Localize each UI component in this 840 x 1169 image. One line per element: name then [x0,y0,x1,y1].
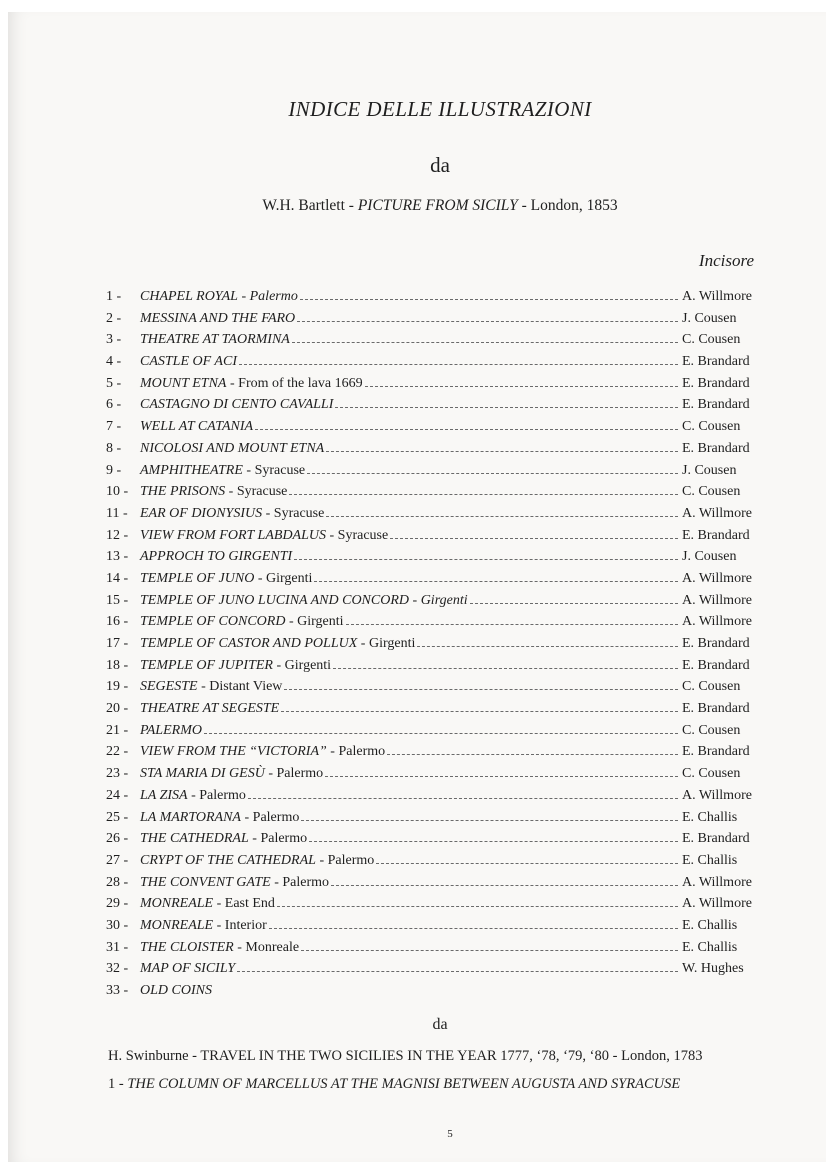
entry-engraver: A. Willmore [682,614,752,630]
entry-engraver: A. Willmore [682,874,752,890]
entry-separator: - [241,809,253,825]
list-item [106,918,766,940]
entry-engraver: J. Cousen [682,462,737,478]
entry-text [140,875,329,891]
dotted-leader [307,472,678,474]
dotted-leader [326,515,678,517]
entry-text [140,658,331,674]
entry-title: MESSINA AND THE FARO [140,310,296,326]
entry-text [140,679,282,695]
dotted-leader [255,428,678,430]
entry-text [140,506,324,522]
entry-place: Palermo [327,852,375,868]
entry-engraver: J. Cousen [682,310,737,326]
dotted-leader [292,341,678,343]
list-item [106,463,766,485]
entry-number: 26 - [106,831,129,847]
list-item [106,679,766,701]
entry-number: 18 - [106,657,129,673]
list-item [106,614,766,636]
entry-place: Palermo [249,289,298,304]
entry-place: Girgenti [284,657,332,673]
list-item [106,376,766,398]
entry-number: 11 - [106,505,128,521]
entry-place: Palermo [338,744,386,760]
page-number: 5 [447,1128,453,1140]
entry-engraver: E. Brandard [682,440,750,456]
entry-engraver: E. Brandard [682,527,750,543]
entry-separator: - [262,505,274,521]
entry-text [140,614,344,630]
dotted-leader [326,450,678,452]
entry-number: 28 - [106,874,129,890]
entry-number: 13 - [106,549,129,565]
entry-title: THE CATHEDRAL [140,831,249,847]
list-item [106,810,766,832]
entry-title: AMPHITHEATRE [140,462,243,478]
entry-title: THEATRE AT TAORMINA [140,332,290,348]
entry-number: 33 - [106,983,129,998]
entry-number: 1 - [108,1076,124,1092]
dotted-leader [284,688,678,690]
entry-number: 24 - [106,787,129,803]
entry-engraver: A. Willmore [682,570,752,586]
entry-number: 17 - [106,636,129,651]
entry-separator: - [270,874,283,890]
entry-engraver: E. Challis [682,809,738,825]
entry-place: Syracuse [254,462,306,478]
dotted-leader [277,905,678,907]
dotted-leader [365,385,678,387]
entry-number: 9 - [106,462,122,478]
entry-text [140,549,292,565]
dotted-leader [387,753,678,755]
entry-text [140,744,385,760]
entry-text [140,441,324,457]
entry-text [140,918,267,934]
entry-separator: - [226,375,239,391]
entry-number: 32 - [106,961,129,977]
entry-text [140,332,290,348]
entry-separator: - [357,636,369,651]
list-item [106,701,766,723]
entry-title: SEGESTE [140,679,198,695]
dotted-leader [333,667,678,669]
entry-number: 3 - [106,332,122,348]
entry-engraver: E. Challis [682,852,738,868]
entry-text [140,940,299,956]
entry-number: 25 - [106,809,129,825]
entry-title: TEMPLE OF CASTOR AND POLLUX [140,636,358,651]
entry-title: TEMPLE OF JUNO LUCINA AND CONCORD [140,592,410,608]
swinburne-entry [108,1076,680,1093]
dotted-leader [309,840,678,842]
entry-title: APPROCH TO GIRGENTI [140,549,293,565]
entry-title: THE CLOISTER [140,939,234,955]
entry-separator: - [315,852,328,868]
entry-number: 29 - [106,896,129,912]
list-item [106,528,766,550]
entry-text [140,636,415,652]
entry-title: MONREALE [140,896,214,912]
source-line-swinburne: H. Swinburne - TRAVEL IN THE TWO SICILIES IN THE YEAR 1777, ‘78, ‘79, ‘80 - London, 1783 [108,1048,703,1064]
list-item [106,658,766,680]
entry-engraver: C. Cousen [682,332,741,348]
entry-place: Syracuse [236,484,288,500]
entry-engraver: E. Challis [682,939,738,955]
entry-number: 22 - [106,744,129,760]
entry-number: 14 - [106,570,129,586]
list-item [106,961,766,983]
entry-number: 23 - [106,766,129,782]
list-item [106,311,766,333]
entry-place: Syracuse [337,527,389,543]
source-work-title: PICTURE FROM SICILY [357,197,518,214]
entry-engraver: E. Brandard [682,701,750,717]
entry-title: CHAPEL ROYAL [140,289,238,304]
entry-separator: - [187,787,200,803]
entry-number: 4 - [106,354,122,370]
entry-text [140,397,333,413]
dotted-leader [470,602,678,604]
entry-separator: - [233,939,246,955]
entry-number: 15 - [106,592,129,608]
dotted-leader [335,406,678,408]
entry-engraver: A. Willmore [682,505,752,521]
dotted-leader [390,537,678,539]
da-heading-2: da [432,1016,448,1033]
list-item [106,875,766,897]
entry-separator: - [197,679,210,695]
entry-text [140,528,388,544]
entry-engraver: E. Brandard [682,375,750,391]
entry-text [140,853,374,869]
entry-engraver: A. Willmore [682,592,752,608]
dotted-leader [294,558,678,560]
source-place-year: London, 1853 [530,197,618,214]
entry-separator: - [248,831,261,847]
source-author: W.H. Bartlett [262,197,345,214]
entry-text [140,311,295,327]
list-item [106,593,766,615]
entry-number: 10 - [106,484,129,500]
list-item [106,397,766,419]
entry-engraver: C. Cousen [682,419,741,435]
list-item [106,636,766,658]
entry-number: 7 - [106,419,122,435]
entry-engraver: E. Brandard [682,397,750,413]
entry-title: THE COLUMN OF MARCELLUS AT THE MAGNISI BETWEEN AUGUSTA AND SYRACUSE [127,1076,681,1092]
list-item [106,332,766,354]
list-item [106,484,766,506]
entry-engraver: E. Brandard [682,636,750,651]
entry-separator: - [272,657,285,673]
dotted-leader [417,645,678,647]
entry-place: Monreale [245,939,300,955]
entry-separator: - [213,917,225,933]
entry-separator: - [242,462,255,478]
entry-engraver: C. Cousen [682,679,741,695]
entry-title: MAP OF SICILY [140,961,236,977]
entry-place: Girgenti [266,570,313,586]
entry-title: TEMPLE OF JUNO [140,570,255,586]
entry-engraver: E. Challis [682,917,738,933]
entry-engraver: J. Cousen [682,549,737,565]
entry-text [140,376,363,392]
entry-number: 5 - [106,375,122,391]
entry-number: 8 - [106,440,122,456]
entry-text [140,419,253,435]
entry-engraver: A. Willmore [682,787,752,803]
entry-text [140,289,298,305]
entry-separator: - [254,570,266,586]
list-item [106,896,766,918]
entry-separator: - [409,592,421,608]
dotted-leader [297,320,678,322]
entry-engraver: A. Willmore [682,289,752,304]
entry-place: Girgenti [368,636,416,651]
dotted-leader [248,797,678,799]
entry-text [140,723,202,739]
entry-engraver: A. Willmore [682,896,752,912]
entry-place: Girgenti [420,592,468,608]
entry-place: Palermo [260,831,308,847]
dotted-leader [289,493,678,495]
list-item [106,441,766,463]
dotted-leader [376,862,678,864]
da-heading: da [430,153,450,177]
dotted-leader [281,710,678,712]
entry-number: 6 - [106,397,122,413]
entry-separator: - [225,484,237,500]
entry-title: MOUNT ETNA [140,375,227,391]
entry-number: 30 - [106,917,129,933]
list-item [106,354,766,376]
entry-separator: - [285,614,298,630]
entry-number: 21 - [106,722,129,738]
entry-title: MONREALE [140,917,214,933]
entry-separator: - [237,289,250,304]
entry-text [140,571,312,587]
entry-separator: - [213,896,225,912]
list-item [106,853,766,875]
dotted-leader [325,775,678,777]
list-item [106,744,766,766]
page-title: INDICE DELLE ILLUSTRAZIONI [288,97,592,121]
dotted-leader [237,970,678,972]
entry-engraver: E. Brandard [682,657,750,673]
entry-title: TEMPLE OF CONCORD [140,614,286,630]
entry-number: 2 - [106,310,122,326]
dotted-leader [314,580,678,582]
entry-title: THE PRISONS [140,484,226,500]
entry-engraver: E. Brandard [682,831,750,847]
list-item [106,723,766,745]
list-item [106,766,766,788]
dotted-leader [269,927,678,929]
entry-number: 12 - [106,527,129,543]
list-item [106,831,766,853]
dotted-leader [301,819,678,821]
entry-text [140,463,305,479]
entry-title: CRYPT OF THE CATHEDRAL [140,852,316,868]
entry-number: 27 - [106,852,129,868]
entry-title: CASTAGNO DI CENTO CAVALLI [140,397,334,413]
entry-text [140,788,246,804]
entry-text [140,810,299,826]
list-item [106,940,766,962]
entry-title: PALERMO [140,722,202,738]
entry-engraver: E. Brandard [682,354,750,370]
entry-engraver: E. Brandard [682,744,750,760]
list-item [106,419,766,441]
entry-place: Palermo [252,809,300,825]
entry-title: OLD COINS [140,983,212,998]
entry-number: 20 - [106,701,129,717]
entry-title: VIEW FROM FORT LABDALUS [140,527,326,543]
entry-text [140,484,287,500]
entry-engraver: C. Cousen [682,484,741,500]
entry-place: Syracuse [273,505,325,521]
entry-title: LA ZISA [140,787,188,803]
entry-number: 31 - [106,939,129,955]
list-item [106,983,766,1005]
list-item [106,788,766,810]
entry-separator: - [264,766,277,782]
entry-number: 16 - [106,614,129,630]
entry-number: 19 - [106,679,129,695]
entry-place: East End [224,896,275,912]
entry-title: VIEW FROM THE “VICTORIA” [140,744,327,760]
entry-text [140,354,237,370]
source-separator: - [517,197,531,214]
entry-place: Distant View [209,679,283,695]
entry-number: 1 - [106,289,122,304]
dotted-leader [300,298,678,300]
entry-title: NICOLOSI AND MOUNT ETNA [140,440,325,456]
entry-title: STA MARIA DI GESÙ [140,766,265,782]
entry-text [140,961,235,977]
list-item [106,289,766,311]
dotted-leader [301,949,678,951]
list-item [106,506,766,528]
entry-engraver: C. Cousen [682,722,741,738]
entry-title: LA MARTORANA [140,809,241,825]
entry-text [140,701,279,717]
entry-place: Palermo [199,787,246,803]
entry-text [140,766,323,782]
dotted-leader [204,732,678,734]
entry-place: Palermo [276,766,324,782]
dotted-leader [346,623,678,625]
illustration-list [106,289,766,1005]
entry-title: CASTLE OF ACI [140,354,237,370]
entry-text [140,831,307,847]
source-line-bartlett [0,197,840,215]
entry-title: WELL AT CATANIA [140,419,254,435]
dotted-leader [331,884,678,886]
entry-title: EAR OF DIONYSIUS [140,505,263,521]
entry-title: THE CONVENT GATE [140,874,271,890]
entry-engraver: W. Hughes [682,961,744,977]
engraver-column-header: Incisore [698,251,754,270]
source-separator: - [344,197,358,214]
entry-place: Interior [224,917,267,933]
entry-text [140,896,275,912]
entry-title: THEATRE AT SEGESTE [140,701,280,717]
entry-place: From of the lava 1669 [238,375,363,391]
entry-title: TEMPLE OF JUPITER [140,657,273,673]
entry-place: Palermo [282,874,330,890]
entry-place: Girgenti [297,614,344,630]
entry-separator: - [326,744,339,760]
entry-text [140,983,212,999]
entry-separator: - [326,527,338,543]
entry-engraver: C. Cousen [682,766,741,782]
list-item [106,571,766,593]
list-item [106,549,766,571]
entry-text [140,593,468,609]
dotted-leader [239,363,678,365]
